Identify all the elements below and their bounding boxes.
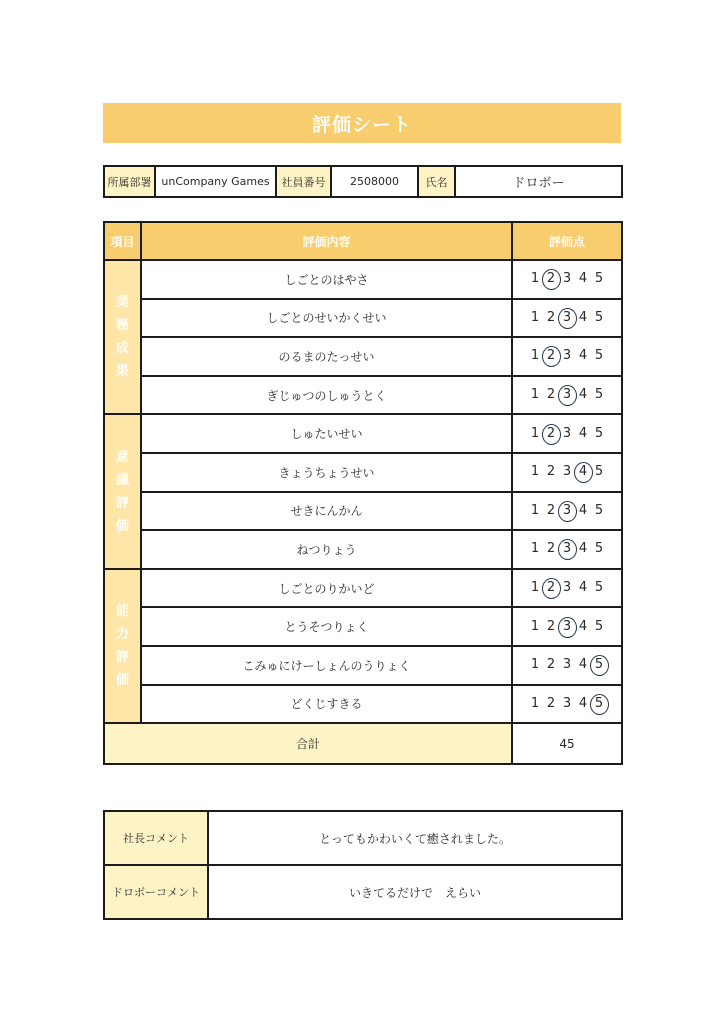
score-option: 1 [530,271,540,287]
score-options [527,617,607,637]
score-option: 3 [562,425,572,441]
score-option-selected: 5 [591,655,607,675]
score-option-selected: 3 [559,308,575,328]
table-row [104,492,622,531]
employee-id-label: 社員番号 [276,166,331,197]
table-row [104,685,622,724]
score-option: 2 [546,657,556,673]
evaluation-item: しごとのはやさ [141,260,512,299]
category-char: 価 [115,672,129,688]
score-header: 評価点 [512,222,622,260]
score-option: 2 [546,541,556,557]
score-options [527,385,607,405]
score-option: 2 [546,464,556,480]
score-cell [512,414,622,453]
score-option: 4 [578,271,588,287]
score-options [527,539,607,559]
category-label [104,414,141,568]
score-options [527,655,607,675]
score-option: 1 [530,309,540,325]
category-char: 果 [115,364,129,380]
evaluation-item: しゅたいせい [141,414,512,453]
total-value: 45 [512,723,622,764]
category-header: 項目 [104,222,141,260]
score-options [527,578,607,598]
score-option: 5 [594,387,604,403]
score-option: 3 [562,348,572,364]
score-option-selected: 2 [543,346,559,366]
category-char: 価 [115,518,129,534]
evaluation-item: しごとのりかいど [141,569,512,608]
score-option: 4 [578,618,588,634]
category-char: 務 [115,318,129,334]
category-label [104,260,141,414]
category-char: 意 [115,449,129,465]
category-char: 成 [115,341,129,357]
score-option: 3 [562,657,572,673]
score-cell [512,607,622,646]
score-option: 2 [546,387,556,403]
score-cell [512,685,622,724]
score-option: 5 [594,309,604,325]
score-option: 4 [578,580,588,596]
score-cell [512,299,622,338]
score-options [527,269,607,289]
score-option: 2 [546,309,556,325]
score-cell [512,492,622,531]
content-header: 評価内容 [141,222,512,260]
score-option: 4 [578,657,588,673]
score-option: 2 [546,695,556,711]
score-options [527,308,607,328]
score-option-selected: 2 [543,424,559,444]
score-option: 2 [546,618,556,634]
score-option: 5 [594,580,604,596]
self-comment-label: ドロボーコメント [104,865,208,919]
category-char: 力 [115,626,129,642]
table-row [104,569,622,608]
score-option: 4 [578,425,588,441]
score-options [527,346,607,366]
evaluation-item: せきにんかん [141,492,512,531]
evaluation-item: ねつりょう [141,530,512,569]
category-char: 評 [115,649,129,665]
sheet-title: 評価シート [103,103,621,143]
score-option: 3 [562,695,572,711]
table-row [104,337,622,376]
score-options [527,694,607,714]
score-option: 5 [594,348,604,364]
score-option: 4 [578,502,588,518]
score-cell [512,569,622,608]
table-row [104,453,622,492]
president-comment-text: とってもかわいくて癒されました。 [208,811,622,865]
department-value: unCompany Games [155,166,276,197]
score-option: 1 [530,541,540,557]
evaluation-item: どくじすきる [141,685,512,724]
table-row [104,530,622,569]
evaluation-item: こみゅにけーしょんのうりょく [141,646,512,685]
score-option: 2 [546,502,556,518]
score-cell [512,260,622,299]
score-option: 1 [530,387,540,403]
score-option: 1 [530,425,540,441]
score-option: 1 [530,695,540,711]
employee-id-value: 2508000 [331,166,418,197]
score-option-selected: 3 [559,385,575,405]
evaluation-rows [104,260,622,723]
score-option: 4 [578,348,588,364]
evaluation-item: のるまのたっせい [141,337,512,376]
score-option-selected: 3 [559,617,575,637]
category-label [104,569,141,723]
table-row [104,646,622,685]
table-row [104,299,622,338]
score-options [527,462,607,482]
employee-info-table [103,165,623,198]
score-option: 4 [578,387,588,403]
score-option: 5 [594,271,604,287]
name-value: ドロボー [455,166,622,197]
category-char: 能 [115,603,129,619]
score-option: 1 [530,502,540,518]
score-option-selected: 3 [559,501,575,521]
score-option-selected: 2 [543,269,559,289]
table-row [104,414,622,453]
score-cell [512,530,622,569]
comments-table [103,810,623,920]
name-label: 氏名 [418,166,455,197]
score-option-selected: 2 [543,578,559,598]
score-options [527,424,607,444]
score-option-selected: 4 [575,462,591,482]
self-comment-text: いきてるだけで えらい [208,865,622,919]
score-option: 5 [594,464,604,480]
total-label: 合計 [104,723,512,764]
score-cell [512,376,622,415]
department-label: 所属部署 [104,166,155,197]
score-option: 1 [530,464,540,480]
president-comment-label: 社長コメント [104,811,208,865]
score-option: 1 [530,348,540,364]
evaluation-item: しごとのせいかくせい [141,299,512,338]
evaluation-item: とうそつりょく [141,607,512,646]
score-option: 3 [562,464,572,480]
category-char: 評 [115,495,129,511]
evaluation-item: きょうちょうせい [141,453,512,492]
score-option: 4 [578,309,588,325]
score-option: 1 [530,618,540,634]
score-cell [512,337,622,376]
table-row [104,260,622,299]
category-char: 識 [115,472,129,488]
score-option: 5 [594,425,604,441]
score-option: 3 [562,271,572,287]
score-option: 5 [594,618,604,634]
score-option: 5 [594,502,604,518]
score-options [527,501,607,521]
table-row [104,376,622,415]
score-option: 5 [594,541,604,557]
score-cell [512,646,622,685]
category-char: 業 [115,295,129,311]
score-option: 4 [578,541,588,557]
score-option: 3 [562,580,572,596]
score-option: 4 [578,695,588,711]
score-cell [512,453,622,492]
table-row [104,607,622,646]
score-option: 1 [530,657,540,673]
evaluation-item: ぎじゅつのしゅうとく [141,376,512,415]
score-option: 1 [530,580,540,596]
evaluation-table [103,221,623,765]
score-option-selected: 3 [559,539,575,559]
score-option-selected: 5 [591,694,607,714]
